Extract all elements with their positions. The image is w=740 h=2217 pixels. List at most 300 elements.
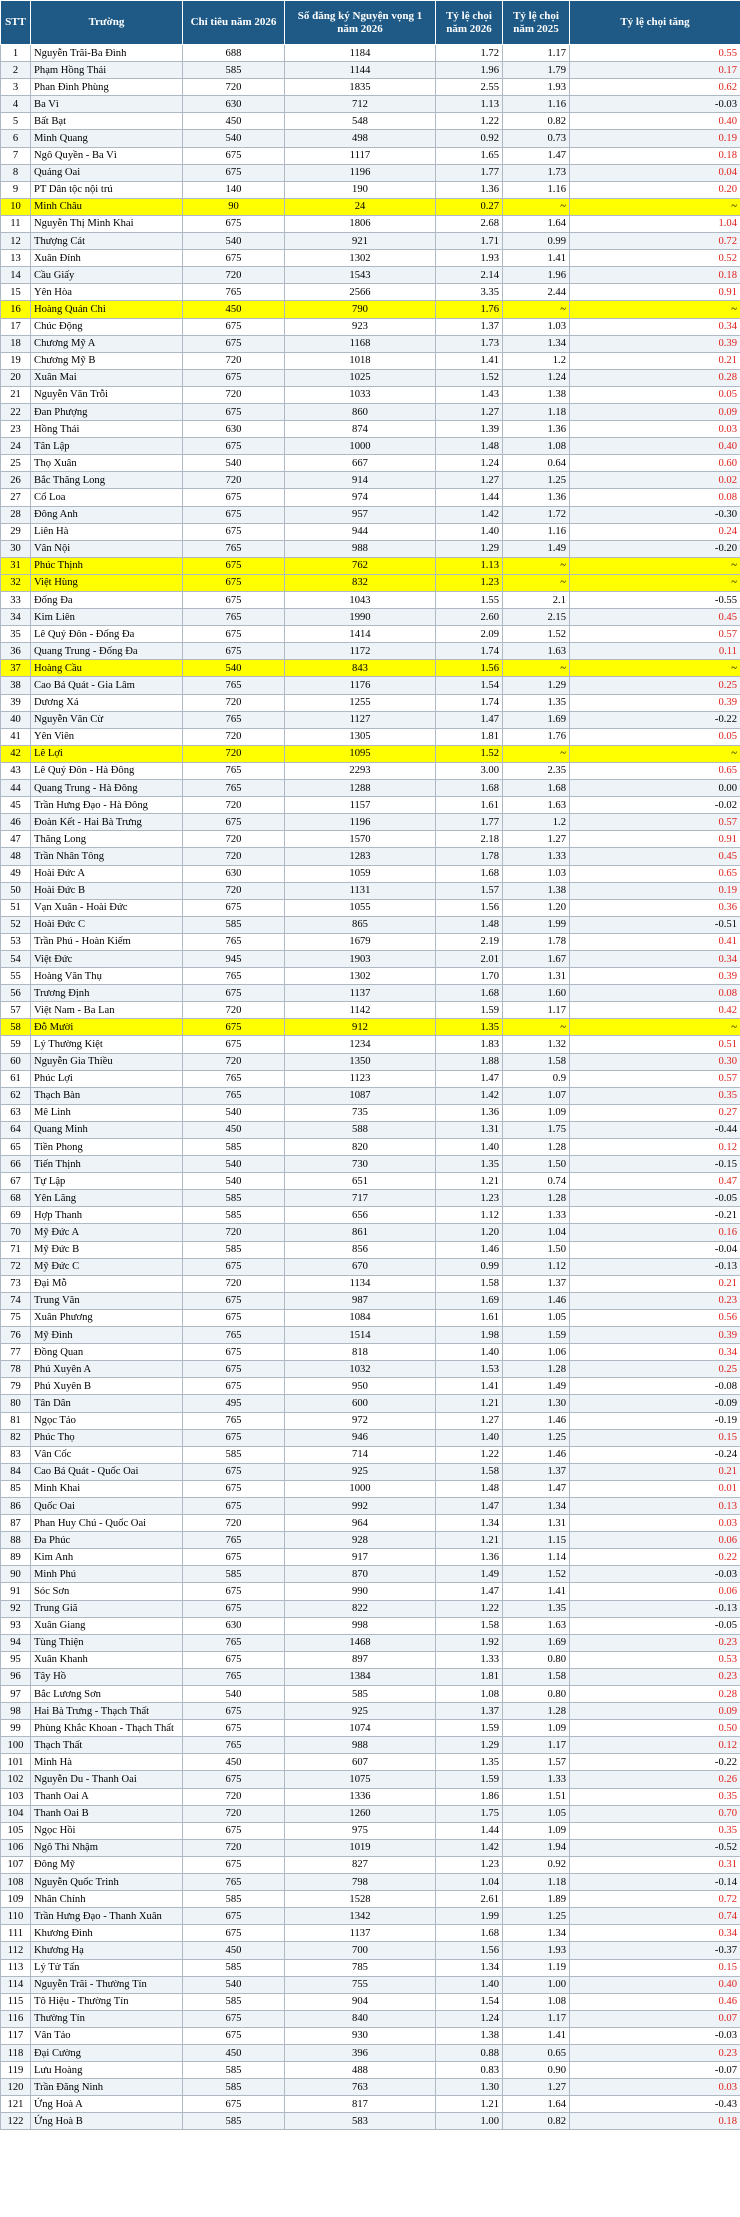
cell-quota: 675 (183, 215, 285, 232)
cell-registered: 583 (285, 2113, 436, 2130)
cell-school: Hồng Thái (31, 421, 183, 438)
cell-quota: 675 (183, 1651, 285, 1668)
cell-stt: 14 (1, 267, 31, 284)
cell-stt: 67 (1, 1173, 31, 1190)
cell-registered: 897 (285, 1651, 436, 1668)
cell-quota: 675 (183, 1497, 285, 1514)
cell-school: Lê Lợi (31, 745, 183, 762)
cell-school: Lưu Hoàng (31, 2062, 183, 2079)
cell-school: Thạch Bàn (31, 1087, 183, 1104)
cell-stt: 72 (1, 1258, 31, 1275)
cell-registered: 798 (285, 1874, 436, 1891)
table-row (1, 1378, 740, 1395)
cell-ratio-2026: 2.55 (436, 79, 503, 96)
cell-ratio-2025: 1.93 (503, 1942, 570, 1959)
cell-ratio-2025: 0.99 (503, 233, 570, 250)
cell-ratio-change: 0.42 (570, 1002, 740, 1019)
cell-quota: 585 (183, 1959, 285, 1976)
cell-ratio-change: 0.62 (570, 79, 740, 96)
cell-stt: 120 (1, 2079, 31, 2096)
cell-registered: 1043 (285, 592, 436, 609)
cell-ratio-change: 0.39 (570, 335, 740, 352)
cell-school: Trương Định (31, 985, 183, 1002)
cell-stt: 26 (1, 472, 31, 489)
cell-school: Tây Hồ (31, 1668, 183, 1685)
cell-school: Phạm Hồng Thái (31, 62, 183, 79)
cell-ratio-2025: 1.46 (503, 1446, 570, 1463)
cell-quota: 675 (183, 592, 285, 609)
cell-school: Ngô Thì Nhậm (31, 1839, 183, 1856)
table-row (1, 865, 740, 882)
cell-ratio-2025: 2.44 (503, 284, 570, 301)
cell-stt: 13 (1, 250, 31, 267)
cell-registered: 755 (285, 1976, 436, 1993)
cell-quota: 675 (183, 369, 285, 386)
cell-registered: 735 (285, 1104, 436, 1121)
table-row (1, 1583, 740, 1600)
cell-ratio-2025: 1.63 (503, 1617, 570, 1634)
cell-stt: 41 (1, 728, 31, 745)
cell-ratio-2025: 1.18 (503, 1874, 570, 1891)
table-row (1, 352, 740, 369)
cell-school: Việt Nam - Ba Lan (31, 1002, 183, 1019)
cell-ratio-2026: 1.31 (436, 1121, 503, 1138)
cell-quota: 765 (183, 1737, 285, 1754)
cell-quota: 720 (183, 1788, 285, 1805)
cell-quota: 765 (183, 711, 285, 728)
cell-school: Nguyễn Văn Trỗi (31, 386, 183, 403)
cell-ratio-change: -0.05 (570, 1190, 740, 1207)
cell-stt: 34 (1, 609, 31, 626)
cell-school: Nguyễn Gia Thiều (31, 1053, 183, 1070)
cell-school: Đông Mỹ (31, 1856, 183, 1873)
table-row (1, 1224, 740, 1241)
cell-ratio-2025: 1.50 (503, 1241, 570, 1258)
cell-ratio-2026: 1.33 (436, 1651, 503, 1668)
cell-registered: 904 (285, 1993, 436, 2010)
cell-ratio-change: 0.07 (570, 2010, 740, 2027)
cell-school: Đa Phúc (31, 1532, 183, 1549)
table-row (1, 1429, 740, 1446)
cell-quota: 765 (183, 933, 285, 950)
cell-ratio-change: -0.22 (570, 1754, 740, 1771)
cell-registered: 957 (285, 506, 436, 523)
cell-ratio-2025: 1.52 (503, 1566, 570, 1583)
cell-ratio-change: 0.55 (570, 45, 740, 62)
cell-registered: 817 (285, 2096, 436, 2113)
cell-stt: 77 (1, 1344, 31, 1361)
cell-stt: 69 (1, 1207, 31, 1224)
table-row (1, 1856, 740, 1873)
table-row (1, 1497, 740, 1514)
cell-ratio-change: 0.15 (570, 1959, 740, 1976)
cell-quota: 450 (183, 2044, 285, 2061)
cell-ratio-2025: 1.76 (503, 728, 570, 745)
cell-ratio-change: -0.19 (570, 1412, 740, 1429)
cell-ratio-2026: 1.69 (436, 1292, 503, 1309)
table-row (1, 745, 740, 762)
cell-ratio-2026: 1.44 (436, 489, 503, 506)
cell-ratio-2025: 1.41 (503, 1583, 570, 1600)
cell-ratio-2025: 1.2 (503, 814, 570, 831)
cell-ratio-2026: 1.12 (436, 1207, 503, 1224)
cell-ratio-2025: 1.63 (503, 797, 570, 814)
cell-school: PT Dân tộc nội trú (31, 181, 183, 198)
table-row (1, 523, 740, 540)
cell-quota: 675 (183, 1600, 285, 1617)
cell-ratio-2026: 1.21 (436, 1532, 503, 1549)
table-row (1, 609, 740, 626)
cell-stt: 70 (1, 1224, 31, 1241)
cell-registered: 1019 (285, 1839, 436, 1856)
cell-ratio-change: 0.20 (570, 181, 740, 198)
cell-ratio-change: 0.11 (570, 643, 740, 660)
cell-ratio-2026: 1.47 (436, 1497, 503, 1514)
cell-stt: 80 (1, 1395, 31, 1412)
cell-quota: 630 (183, 96, 285, 113)
cell-ratio-2026: 1.34 (436, 1515, 503, 1532)
cell-ratio-2025: ~ (503, 557, 570, 574)
cell-stt: 27 (1, 489, 31, 506)
cell-registered: 1528 (285, 1891, 436, 1908)
table-row (1, 2027, 740, 2044)
header-stt: STT (1, 1, 31, 45)
cell-ratio-change: -0.09 (570, 1395, 740, 1412)
cell-stt: 11 (1, 215, 31, 232)
cell-ratio-2025: 1.06 (503, 1344, 570, 1361)
cell-registered: 1074 (285, 1720, 436, 1737)
cell-ratio-change: 0.09 (570, 403, 740, 420)
cell-ratio-change: 0.91 (570, 284, 740, 301)
cell-school: Bất Bạt (31, 113, 183, 130)
cell-quota: 675 (183, 985, 285, 1002)
cell-ratio-change: -0.37 (570, 1942, 740, 1959)
cell-ratio-change: 0.70 (570, 1805, 740, 1822)
cell-school: Tân Lập (31, 438, 183, 455)
cell-ratio-2025: 1.49 (503, 1378, 570, 1395)
cell-school: Lê Quý Đôn - Hà Đông (31, 762, 183, 779)
header-ratio-change: Tỷ lệ chọi tăng (570, 1, 740, 45)
cell-ratio-2025: 1.28 (503, 1190, 570, 1207)
header-school: Trường (31, 1, 183, 45)
cell-ratio-2025: 0.64 (503, 455, 570, 472)
cell-ratio-2026: 1.24 (436, 455, 503, 472)
cell-ratio-2025: 1.89 (503, 1891, 570, 1908)
cell-registered: 1095 (285, 745, 436, 762)
cell-ratio-2026: 1.71 (436, 233, 503, 250)
table-row (1, 762, 740, 779)
cell-ratio-2026: 1.41 (436, 352, 503, 369)
cell-ratio-2025: 1.32 (503, 1036, 570, 1053)
cell-ratio-2025: 1.28 (503, 1361, 570, 1378)
cell-quota: 675 (183, 1908, 285, 1925)
cell-registered: 840 (285, 2010, 436, 2027)
cell-school: Thượng Cát (31, 233, 183, 250)
cell-registered: 1033 (285, 386, 436, 403)
cell-quota: 540 (183, 1104, 285, 1121)
cell-ratio-2026: 1.37 (436, 318, 503, 335)
cell-ratio-2025: 0.74 (503, 1173, 570, 1190)
cell-ratio-2026: 1.35 (436, 1754, 503, 1771)
cell-quota: 630 (183, 421, 285, 438)
table-row (1, 1908, 740, 1925)
cell-ratio-2026: 1.99 (436, 1908, 503, 1925)
table-row (1, 96, 740, 113)
table-row (1, 369, 740, 386)
cell-ratio-change: 0.56 (570, 1309, 740, 1326)
cell-school: Trần Hưng Đạo - Hà Đông (31, 797, 183, 814)
table-row (1, 147, 740, 164)
cell-ratio-2026: 1.46 (436, 1241, 503, 1258)
cell-registered: 1172 (285, 643, 436, 660)
cell-ratio-2025: 1.35 (503, 1600, 570, 1617)
cell-registered: 1142 (285, 1002, 436, 1019)
header-row (1, 1, 740, 45)
cell-school: Chương Mỹ B (31, 352, 183, 369)
cell-registered: 1570 (285, 831, 436, 848)
cell-ratio-2025: 1.47 (503, 1480, 570, 1497)
cell-quota: 540 (183, 660, 285, 677)
cell-ratio-change: 0.35 (570, 1087, 740, 1104)
cell-ratio-2026: 1.54 (436, 677, 503, 694)
cell-registered: 1075 (285, 1771, 436, 1788)
cell-ratio-change: 0.08 (570, 985, 740, 1002)
cell-stt: 28 (1, 506, 31, 523)
table-row (1, 1480, 740, 1497)
table-row (1, 916, 740, 933)
cell-ratio-2025: ~ (503, 745, 570, 762)
cell-ratio-change: -0.24 (570, 1446, 740, 1463)
cell-ratio-2025: 1.64 (503, 215, 570, 232)
cell-stt: 25 (1, 455, 31, 472)
cell-ratio-change: 0.72 (570, 1891, 740, 1908)
cell-ratio-2026: 1.72 (436, 45, 503, 62)
cell-registered: 730 (285, 1156, 436, 1173)
cell-school: Sóc Sơn (31, 1583, 183, 1600)
cell-ratio-2025: 1.36 (503, 421, 570, 438)
table-row (1, 1327, 740, 1344)
cell-school: Đoàn Kết - Hai Bà Trưng (31, 814, 183, 831)
table-row (1, 1651, 740, 1668)
cell-stt: 118 (1, 2044, 31, 2061)
cell-stt: 24 (1, 438, 31, 455)
cell-ratio-2026: 1.55 (436, 592, 503, 609)
cell-ratio-2026: 1.88 (436, 1053, 503, 1070)
cell-school: Minh Hà (31, 1754, 183, 1771)
cell-school: Đan Phượng (31, 403, 183, 420)
cell-ratio-2026: 2.68 (436, 215, 503, 232)
cell-ratio-2025: 1.17 (503, 1002, 570, 1019)
cell-ratio-change: 0.15 (570, 1429, 740, 1446)
cell-ratio-change: 0.30 (570, 1053, 740, 1070)
cell-registered: 923 (285, 318, 436, 335)
cell-school: Nguyễn Trãi-Ba Đình (31, 45, 183, 62)
cell-ratio-2026: 1.76 (436, 301, 503, 318)
cell-ratio-change: 0.45 (570, 848, 740, 865)
cell-ratio-change: -0.02 (570, 797, 740, 814)
table-row (1, 1634, 740, 1651)
cell-ratio-change: 0.36 (570, 899, 740, 916)
table-row (1, 1993, 740, 2010)
cell-stt: 17 (1, 318, 31, 335)
cell-ratio-2025: 1.96 (503, 267, 570, 284)
table-row (1, 1275, 740, 1292)
table-row (1, 438, 740, 455)
cell-ratio-2025: 1.63 (503, 643, 570, 660)
cell-ratio-change: 0.01 (570, 1480, 740, 1497)
cell-ratio-change: 0.45 (570, 609, 740, 626)
table-row (1, 455, 740, 472)
cell-ratio-2026: 1.22 (436, 1446, 503, 1463)
table-row (1, 301, 740, 318)
table-row (1, 1703, 740, 1720)
cell-registered: 1234 (285, 1036, 436, 1053)
cell-ratio-2025: 0.82 (503, 113, 570, 130)
cell-quota: 675 (183, 1361, 285, 1378)
cell-ratio-2026: 1.13 (436, 96, 503, 113)
cell-ratio-2026: 1.21 (436, 1395, 503, 1412)
table-row (1, 250, 740, 267)
cell-registered: 1350 (285, 1053, 436, 1070)
cell-stt: 33 (1, 592, 31, 609)
table-row (1, 1976, 740, 1993)
cell-registered: 600 (285, 1395, 436, 1412)
cell-stt: 113 (1, 1959, 31, 1976)
cell-quota: 675 (183, 2027, 285, 2044)
cell-stt: 53 (1, 933, 31, 950)
cell-school: Phúc Thọ (31, 1429, 183, 1446)
table-row (1, 985, 740, 1002)
cell-school: Minh Khai (31, 1480, 183, 1497)
cell-ratio-2026: 1.35 (436, 1019, 503, 1036)
cell-school: Phan Huy Chú - Quốc Oai (31, 1515, 183, 1532)
cell-stt: 117 (1, 2027, 31, 2044)
cell-stt: 74 (1, 1292, 31, 1309)
cell-ratio-2026: 1.08 (436, 1686, 503, 1703)
cell-stt: 115 (1, 1993, 31, 2010)
cell-ratio-change: 0.18 (570, 267, 740, 284)
cell-ratio-2026: 1.53 (436, 1361, 503, 1378)
cell-ratio-2025: 1.30 (503, 1395, 570, 1412)
cell-registered: 1302 (285, 968, 436, 985)
table-row (1, 386, 740, 403)
cell-stt: 96 (1, 1668, 31, 1685)
cell-quota: 675 (183, 1822, 285, 1839)
cell-quota: 140 (183, 181, 285, 198)
cell-stt: 82 (1, 1429, 31, 1446)
cell-ratio-change: 0.05 (570, 728, 740, 745)
cell-ratio-change: 0.18 (570, 2113, 740, 2130)
cell-quota: 585 (183, 1207, 285, 1224)
cell-ratio-2026: 1.75 (436, 1805, 503, 1822)
cell-registered: 1137 (285, 1925, 436, 1942)
cell-ratio-2025: 1.25 (503, 1429, 570, 1446)
cell-stt: 38 (1, 677, 31, 694)
cell-ratio-2025: 1.34 (503, 335, 570, 352)
table-row (1, 1344, 740, 1361)
cell-quota: 495 (183, 1395, 285, 1412)
cell-school: Cao Bá Quát - Quốc Oai (31, 1463, 183, 1480)
cell-ratio-2025: 1.05 (503, 1805, 570, 1822)
cell-ratio-2025: 1.31 (503, 1515, 570, 1532)
cell-ratio-2026: 1.56 (436, 660, 503, 677)
cell-ratio-change: -0.03 (570, 1566, 740, 1583)
cell-school: Thanh Oai B (31, 1805, 183, 1822)
cell-registered: 998 (285, 1617, 436, 1634)
cell-quota: 675 (183, 2010, 285, 2027)
cell-registered: 1336 (285, 1788, 436, 1805)
cell-ratio-2025: 1.35 (503, 694, 570, 711)
cell-ratio-change: 1.04 (570, 215, 740, 232)
table-row (1, 1532, 740, 1549)
cell-quota: 585 (183, 1241, 285, 1258)
cell-ratio-change: ~ (570, 660, 740, 677)
cell-quota: 945 (183, 950, 285, 967)
cell-ratio-2026: 1.93 (436, 250, 503, 267)
cell-quota: 675 (183, 1925, 285, 1942)
cell-ratio-2026: 1.61 (436, 1309, 503, 1326)
cell-school: Hoàng Văn Thụ (31, 968, 183, 985)
cell-school: Cầu Giấy (31, 267, 183, 284)
cell-school: Phúc Lợi (31, 1070, 183, 1087)
cell-stt: 94 (1, 1634, 31, 1651)
cell-quota: 540 (183, 1156, 285, 1173)
cell-ratio-2026: 1.36 (436, 1549, 503, 1566)
cell-registered: 856 (285, 1241, 436, 1258)
cell-school: Tiền Phong (31, 1139, 183, 1156)
table-row (1, 1788, 740, 1805)
cell-quota: 90 (183, 198, 285, 215)
cell-ratio-2025: 1.58 (503, 1668, 570, 1685)
cell-stt: 2 (1, 62, 31, 79)
table-row (1, 711, 740, 728)
cell-ratio-change: 0.25 (570, 1361, 740, 1378)
cell-school: Trung Văn (31, 1292, 183, 1309)
cell-ratio-2025: 1.19 (503, 1959, 570, 1976)
cell-stt: 102 (1, 1771, 31, 1788)
cell-school: Trần Hưng Đạo - Thanh Xuân (31, 1908, 183, 1925)
cell-ratio-2026: 1.23 (436, 1856, 503, 1873)
cell-ratio-2025: 1.37 (503, 1463, 570, 1480)
cell-registered: 1117 (285, 147, 436, 164)
cell-stt: 30 (1, 540, 31, 557)
cell-quota: 720 (183, 1515, 285, 1532)
cell-ratio-2025: 1.04 (503, 1224, 570, 1241)
cell-ratio-2026: 1.56 (436, 899, 503, 916)
cell-ratio-2026: 1.35 (436, 1156, 503, 1173)
cell-ratio-2026: 1.74 (436, 694, 503, 711)
cell-ratio-2026: 1.59 (436, 1720, 503, 1737)
table-row (1, 1053, 740, 1070)
cell-quota: 765 (183, 1087, 285, 1104)
table-row (1, 626, 740, 643)
cell-school: Ứng Hoà B (31, 2113, 183, 2130)
cell-stt: 83 (1, 1446, 31, 1463)
cell-ratio-change: ~ (570, 745, 740, 762)
cell-ratio-2026: 1.37 (436, 1703, 503, 1720)
cell-school: Yên Viên (31, 728, 183, 745)
cell-school: Nguyễn Trãi - Thường Tín (31, 1976, 183, 1993)
cell-ratio-2025: 1.16 (503, 523, 570, 540)
cell-quota: 675 (183, 626, 285, 643)
cell-registered: 1184 (285, 45, 436, 62)
cell-ratio-2026: 1.36 (436, 181, 503, 198)
cell-ratio-2025: 1.33 (503, 1207, 570, 1224)
cell-quota: 585 (183, 2079, 285, 2096)
cell-ratio-2025: 1.75 (503, 1121, 570, 1138)
table-row (1, 1822, 740, 1839)
table-row (1, 1446, 740, 1463)
